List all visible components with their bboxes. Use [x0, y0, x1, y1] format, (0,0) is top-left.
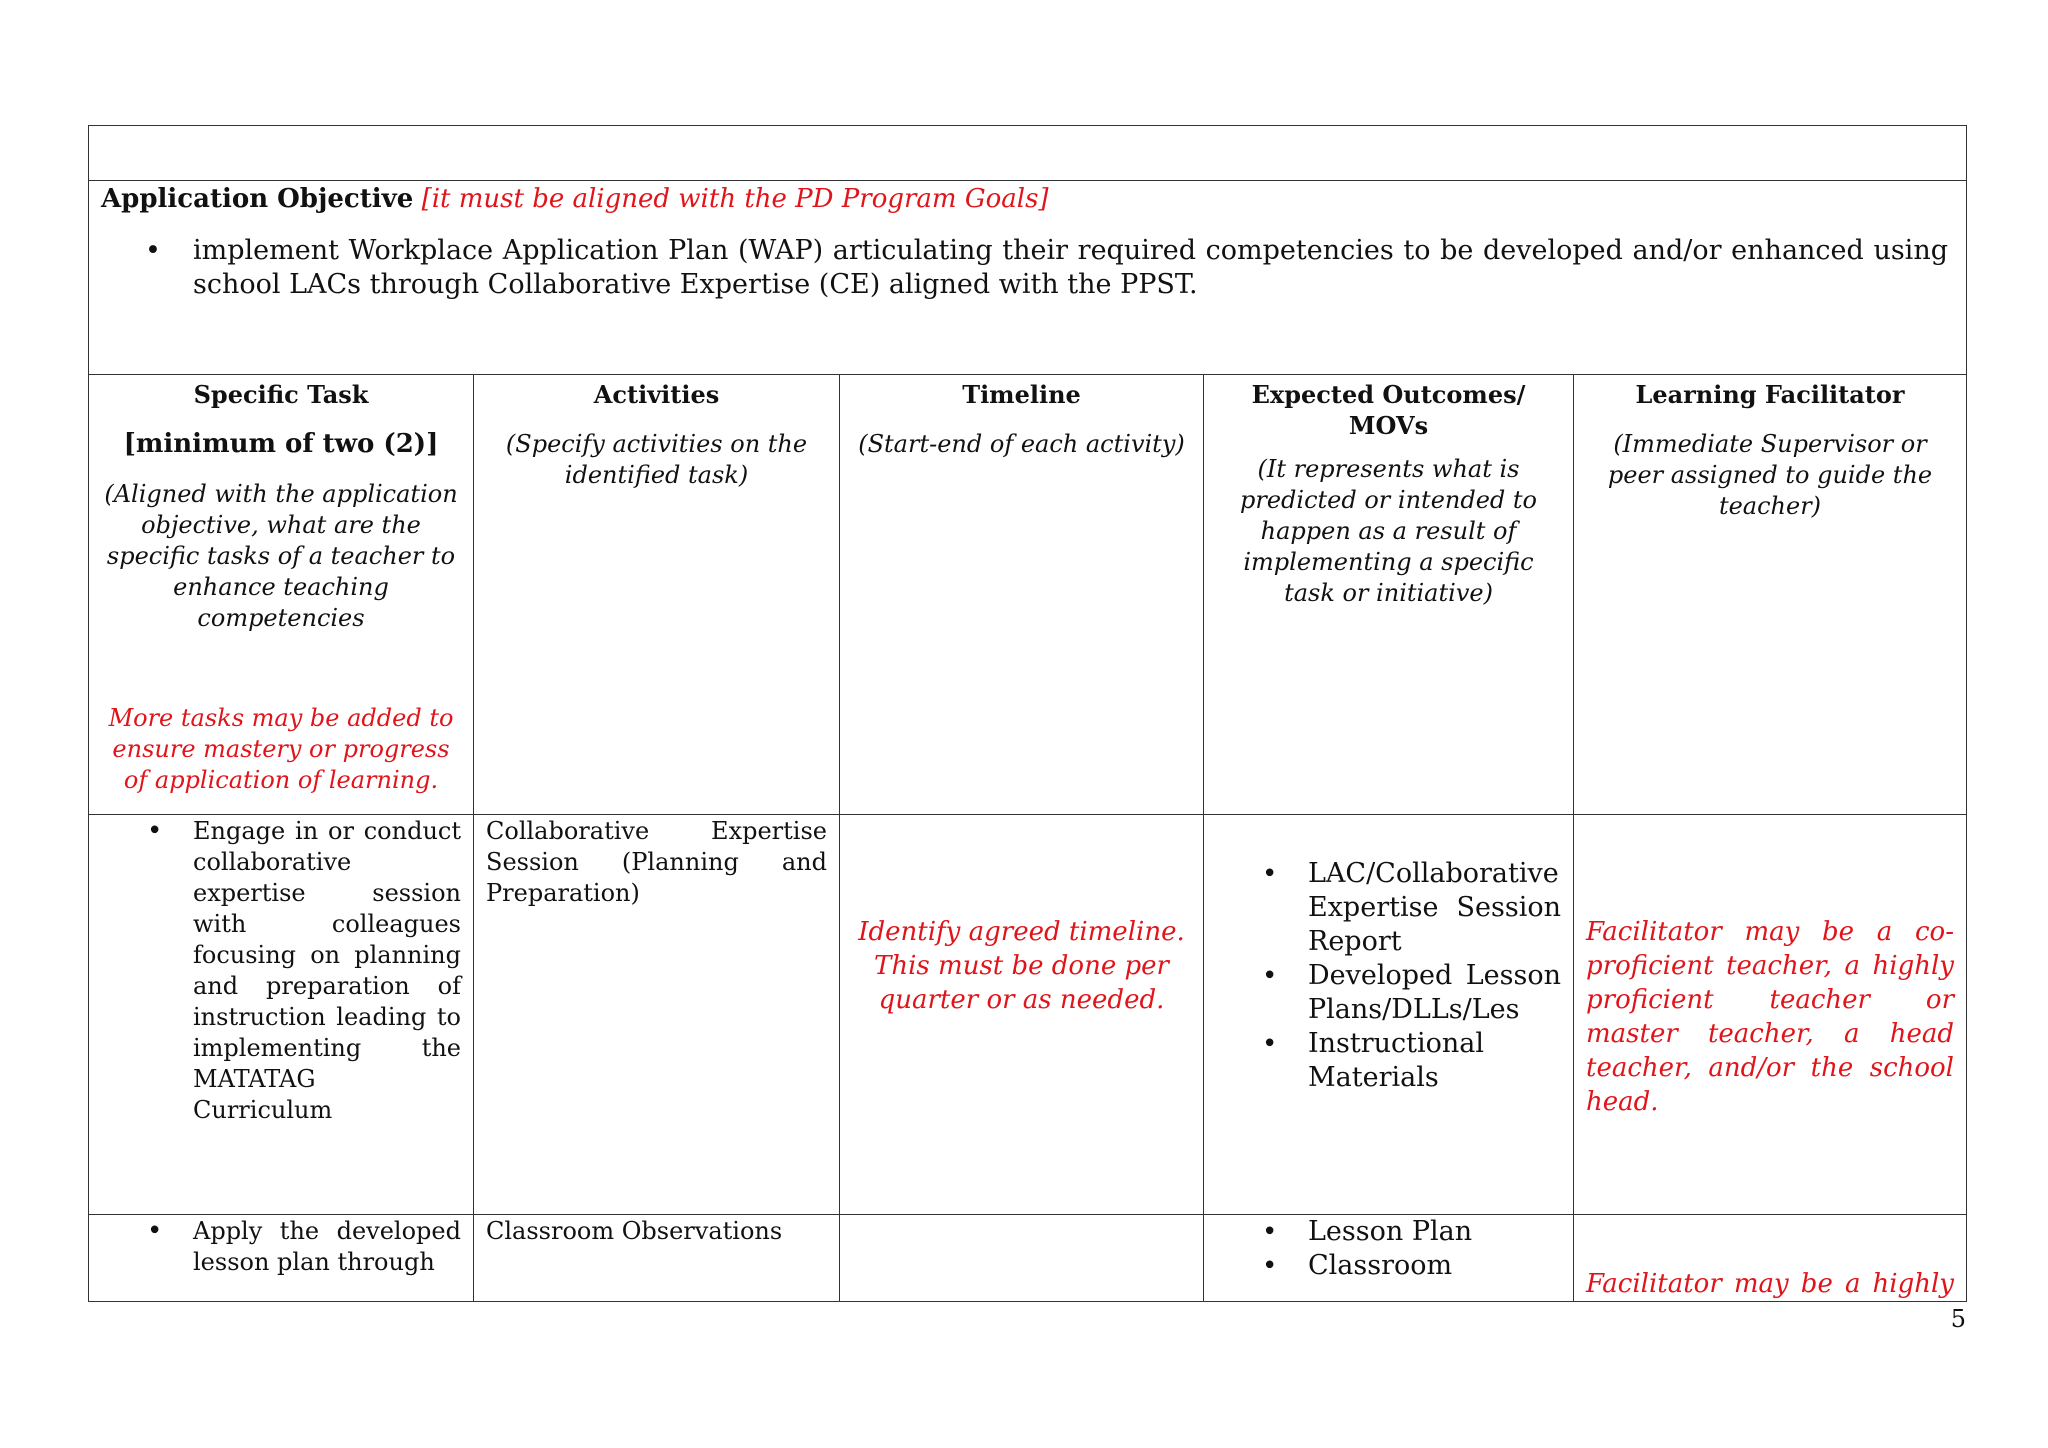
header-timeline: [840, 375, 1204, 815]
wap-table: [88, 125, 1967, 1302]
header-task-title: Specific Task: [193, 380, 369, 409]
row1-outcome-2: • Developed Lesson Plans/DLLs/Les: [1308, 959, 1561, 1027]
objective-note: [it must be aligned with the PD Program Goals]: [421, 184, 1049, 214]
row2-outcomes-cell: [1204, 1215, 1574, 1302]
header-facilitator-title: Learning Facilitator: [1635, 380, 1905, 409]
objective-cell: [89, 181, 1967, 375]
header-task-note: More tasks may be added to ensure mastery or progress of application of learning.: [108, 704, 454, 794]
header-task-sub: [minimum of two (2)]: [123, 429, 439, 459]
row2-task-cell: [89, 1215, 474, 1302]
objective-row: [89, 181, 1967, 375]
row1-timeline-cell: [840, 815, 1204, 1215]
row1-activity-cell: [474, 815, 840, 1215]
header-facilitator: [1574, 375, 1967, 815]
row2-activity-cell: [474, 1215, 840, 1302]
objective-bullet: • implement Workplace Application Plan (WAP) articulating their required competencies to be developed and/or enhanced using school LACs through Collaborative Expertise (CE) aligned with the PPST.: [193, 234, 1948, 302]
row1-outcomes-cell: [1204, 815, 1574, 1215]
row1-activity: Collaborative Expertise Session (Planning and Preparation): [486, 817, 827, 907]
wap-table-page: [88, 125, 1966, 1302]
table-row: [89, 1215, 1967, 1302]
row2-outcome-2: • Classroom: [1308, 1249, 1561, 1283]
row1-facilitator: Facilitator may be a co-proficient teacher, a highly proficient teacher or master teacher, a head teacher, and/or the school head.: [1586, 917, 1954, 1117]
header-timeline-desc: (Start-end of each activity): [858, 430, 1185, 458]
row1-task: • Engage in or conduct collaborative expertise session with colleagues focusing on planning and preparation of instruction leading to implementing the MATATAG Curriculum: [193, 816, 461, 1126]
row1-timeline: Identify agreed timeline. This must be done per quarter or as needed.: [858, 917, 1185, 1015]
header-task: [89, 375, 474, 815]
row1-outcome-1: • LAC/Collaborative Expertise Session Report: [1308, 857, 1561, 959]
row1-facilitator-cell: [1574, 815, 1967, 1215]
header-facilitator-desc: (Immediate Supervisor or peer assigned to guide the teacher): [1607, 430, 1933, 520]
empty-top-row: [89, 126, 1967, 181]
header-activities: [474, 375, 840, 815]
objective-label: Application Objective: [101, 184, 414, 214]
row2-facilitator: Facilitator may be a highly: [1586, 1269, 1954, 1299]
row1-task-cell: [89, 815, 474, 1215]
row2-outcome-1: • Lesson Plan: [1308, 1215, 1561, 1249]
header-task-desc: (Aligned with the application objective, what are the specific tasks of a teacher to enhance teaching competencies: [104, 480, 458, 632]
page-number: 5: [1950, 1305, 1966, 1333]
header-outcomes-title: Expected Outcomes/ MOVs: [1251, 380, 1526, 440]
header-row: [89, 375, 1967, 815]
row2-task: • Apply the developed lesson plan through: [193, 1216, 461, 1278]
row1-outcome-3: • Instructional Materials: [1308, 1027, 1561, 1095]
header-outcomes: [1204, 375, 1574, 815]
header-activities-desc: (Specify activities on the identified task): [505, 430, 808, 489]
header-outcomes-desc: (It represents what is predicted or intended to happen as a result of implementing a specific task or initiative): [1240, 455, 1537, 607]
header-activities-title: Activities: [593, 380, 720, 409]
table-row: [89, 815, 1967, 1215]
row2-timeline-cell: [840, 1215, 1204, 1302]
header-timeline-title: Timeline: [962, 380, 1081, 409]
row2-activity: Classroom Observations: [486, 1217, 783, 1245]
row2-facilitator-cell: [1574, 1215, 1967, 1302]
